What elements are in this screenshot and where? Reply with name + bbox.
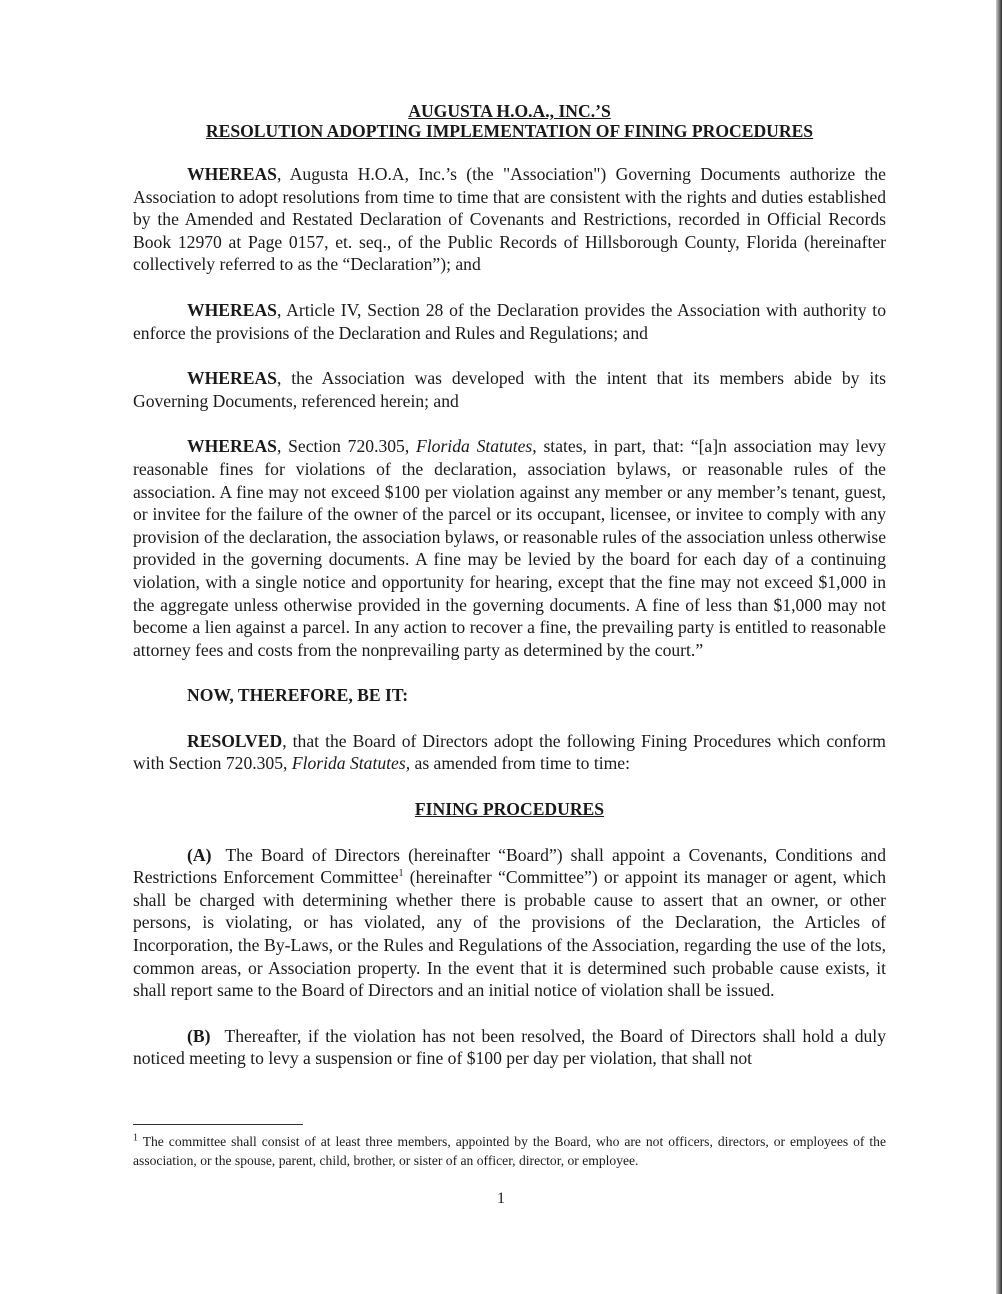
title-line-1: AUGUSTA H.O.A., INC.’S	[408, 101, 611, 121]
whereas-text-after: states, in part, that: “[a]n association may levy reasonable fines for violations of the declaration, association bylaws, or reasonable rules of the association. A fine may not exceed $100 per violation against any member or any member’s tenant, guest, or invitee for the failure of the owner of the parcel or its occupant, licensee, or invitee to comply with any provision of the declaration, the association bylaws, or reasonable rules of the association unless otherwise provided in the governing documents. A fine may be levied by the board for each day of a continuing violation, with a single notice and opportunity for hearing, except that the fine may not exceed $1,000 in the aggregate unless otherwise provided in the governing documents. A fine of less than $1,000 may not become a lien against a parcel. In any action to recover a fine, the prevailing party is entitled to reasonable attorney fees and costs from the nonprevailing party as determined by the court.”	[133, 436, 886, 660]
item-label: (A)	[187, 844, 212, 865]
footnote-marker: 1	[133, 1132, 138, 1144]
whereas-text: , Article IV, Section 28 of the Declaration provides the Association with authority to enforce the provisions of the Declaration and Rules and Regulations; and	[133, 299, 886, 343]
resolved-text-after: as amended from time to time:	[410, 753, 630, 774]
whereas-text-before: , Section 720.305,	[276, 436, 417, 457]
title-line-2: RESOLUTION ADOPTING IMPLEMENTATION OF FINING PROCEDURES	[205, 121, 814, 141]
whereas-paragraph-3	[133, 367, 886, 412]
whereas-label: WHEREAS	[187, 299, 277, 320]
procedure-item-a	[133, 844, 886, 1002]
procedure-item-b	[133, 1025, 886, 1070]
now-therefore-heading: NOW, THEREFORE, BE IT:	[187, 685, 409, 706]
item-label: (B)	[187, 1025, 211, 1046]
scan-edge-shadow	[996, 0, 1002, 1294]
whereas-paragraph-1	[133, 163, 886, 276]
resolved-label: RESOLVED	[187, 730, 283, 751]
footnote-divider	[133, 1124, 303, 1125]
whereas-text: , Augusta H.O.A, Inc.’s (the "Association") Governing Documents authorize the Association to adopt resolutions from time to time that are consistent with the rights and duties established by the Amended and Restated Declaration of Covenants and Restrictions, recorded in Official Records Book 12970 at Page 0157, et. seq., of the Public Records of Hillsborough County, Florida (hereinafter collectively referred to as the “Declaration”); and	[133, 164, 886, 275]
item-text-before: The Board of Directors (hereinafter “Board”) shall appoint a Covenants, Conditions and Restrictions Enforcement Committee	[133, 844, 886, 888]
whereas-paragraph-4	[133, 435, 886, 661]
resolved-paragraph	[133, 730, 886, 775]
whereas-text: , the Association was developed with the intent that its members abide by its Governing Documents, referenced herein; and	[133, 368, 886, 411]
item-text: Thereafter, if the violation has not been resolved, the Board of Directors shall hold a duly noticed meeting to levy a suspension or fine of $100 per day per violation, that shall not	[133, 1025, 886, 1069]
resolved-text-before: , that the Board of Directors adopt the following Fining Procedures which conform with Section 720.305,	[133, 730, 886, 774]
whereas-label: WHEREAS	[187, 164, 277, 184]
document-body	[133, 101, 886, 1070]
whereas-paragraph-2	[133, 299, 886, 344]
statute-name: Florida Statutes,	[291, 753, 411, 774]
footnote-text: The committee shall consist of at least three members, appointed by the Board, who are not officers, directors, or employees of the association, or the spouse, parent, child, brother, or sister of an officer, director, or employee.	[133, 1134, 886, 1168]
item-text-after: (hereinafter “Committee”) or appoint its manager or agent, which shall be charged with determining whether there is probable cause to assert that an owner, or other persons, is violating, or has violated, any of the provisions of the Declaration, the Articles of Incorporation, the By-Laws, or the Rules and Regulations of the Association, regarding the use of the lots, common areas, or Association property. In the event that it is determined such probable cause exists, it shall report same to the Board of Directors and an initial notice of violation shall be issued.	[133, 867, 887, 1001]
whereas-label: WHEREAS	[187, 436, 277, 457]
page-number: 1	[497, 1190, 505, 1207]
whereas-label: WHEREAS	[187, 368, 277, 389]
statute-name: Florida Statutes,	[416, 436, 537, 457]
section-heading: FINING PROCEDURES	[414, 799, 605, 820]
footnote-reference: 1	[398, 868, 404, 880]
footnote	[133, 1132, 886, 1170]
